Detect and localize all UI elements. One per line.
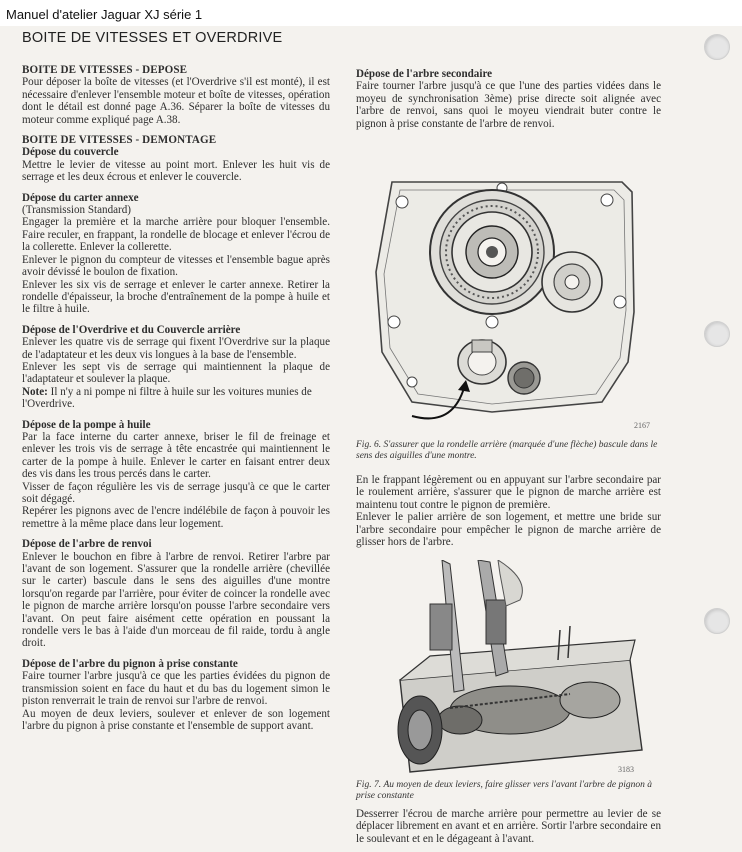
section-text: Desserrer l'écrou de marche arrière pour permettre au levier de se déplacer librement en avant et en arrière. Sortir l'arbre secondaire en le soulevant et en le dégageant à l'avant.: [356, 808, 661, 845]
figure-6-label: Fig. 6.: [356, 440, 382, 450]
punch-hole-bottom: [704, 608, 730, 634]
section-text: Mettre le levier de vitesse au point mort. Enlever les huit vis de serrage et les deux écrous et enlever le couvercle.: [22, 158, 330, 184]
header-bar: [0, 0, 742, 26]
section-text: (Transmission Standard) Engager la première et la marche arrière pour bloquer l'ensemble. Faire reculer, en frappant, la rondelle de blocage et enlever l'écrou de la collerette. Enlever la collerette. Enlever le pignon du compteur de vitesses et l'ensemble bague après avoir dévissé le boulon de fixation. Enlever les six vis de serrage et enlever le carter annexe. Retirer la rondelle d'épaisseur, la broche d'entraînement de la pompe à huile et le filtre à huile.: [22, 204, 330, 316]
section-text: Faire tourner l'arbre jusqu'à ce que les parties évidées du pignon de transmission soient en face du haut et du bas du logement simon le piston renverrait le train de renvoi sur l'arbre de renvoi. Au moyen de deux leviers, soulever et enlever de son logement l'arbre du pignon à prise constante et l'ensemble de support avant.: [22, 670, 330, 732]
figure-7-caption-text: Au moyen de deux leviers, faire glisser vers l'avant l'arbre de pignon à prise constante: [356, 780, 652, 801]
section-heading: BOITE DE VITESSES - DEMONTAGE: [22, 134, 217, 147]
note: [22, 386, 330, 411]
document-title: BOITE DE VITESSES ET OVERDRIVE: [22, 30, 283, 46]
subsection-heading: Dépose de l'arbre du pignon à prise constante: [22, 657, 238, 670]
section-oil-pump: [22, 419, 330, 531]
figure-6-caption-text: S'assurer que la rondelle arrière (marquée d'une flèche) bascule dans le sens des aiguilles d'une montre.: [356, 440, 658, 461]
punch-hole-top: [704, 34, 730, 60]
subsection-heading: Dépose de l'Overdrive et du Couvercle arrière: [22, 323, 241, 336]
subsection-heading: Dépose de l'arbre secondaire: [356, 68, 493, 80]
section-text: Enlever le bouchon en fibre à l'arbre de renvoi. Retirer l'arbre par l'avant de son logement. S'assurer que la rondelle arrière (chevillée sur le carter) bascule dans le sens des aiguilles d'une montre lorsqu'on regarde par l'arrière, pour éviter de coincer la rondelle avec le pignon de marche arrière lorsqu'on pousse l'arbre secondaire vers l'avant. On peut faire aisément cette opération en poussant la rondelle vers le bas à l'aide d'un morceau de fil raide, tordu à angle droit.: [22, 550, 330, 650]
section-text: Par la face interne du carter annexe, briser le fil de freinage et enlever les trois vis de serrage à tête encastrée qui maintiennent le carter de la pompe à huile. Enlever le carter en faisant entrer deux des vis dans les trous percés dans le carter. Visser de façon régulière les vis de serrage jusqu'à ce que le carter soit dégagé. Repérer les pignons avec de l'encre indélébile de façon à pouvoir les remettre à la même place dans leur logement.: [22, 430, 330, 530]
levers-drawing: [390, 560, 655, 776]
figure-7-caption: [356, 780, 658, 802]
right-section-tapping: [356, 474, 661, 548]
header-title: Manuel d'atelier Jaguar XJ série 1: [6, 7, 203, 22]
section-heading: BOITE DE VITESSES - DEPOSE: [22, 64, 188, 76]
gearbox-casing-drawing: [352, 152, 658, 434]
subsection-heading: Dépose de la pompe à huile: [22, 418, 151, 431]
subsection-heading: Dépose du couvercle: [22, 146, 119, 159]
punch-hole-middle: [704, 321, 730, 347]
right-section-reverse-nut: [356, 808, 661, 852]
section-text: Faire tourner l'arbre jusqu'à ce que l'une des parties vidées dans le moyeu de synchronisation 3ème) prise directe soit alignée avec l'arbre de renvoi, sans quoi le moyeu viendrait buter contre le pignon à prise constante de l'arbre de renvoi.: [356, 80, 661, 130]
figure-7-label: Fig. 7.: [356, 780, 382, 790]
subsection-heading: Dépose du carter annexe: [22, 191, 139, 204]
subsection-heading: Dépose de l'arbre de renvoi: [22, 538, 152, 551]
section-gearbox-disassembly: [22, 134, 330, 184]
left-column: [22, 64, 330, 852]
figure-6-illustration: [352, 152, 658, 434]
section-gearbox-removal: [22, 64, 330, 126]
section-text: En le frappant légèrement ou en appuyant sur l'arbre secondaire par le roulement arrière, s'assurer que le pignon de marche arrière est maintenu tout contre le pignon de première. Enlever le palier arrière de son logement, et mettre une bride sur l'arbre secondaire pour empêcher le pignon de marche arrière de glisser hors de l'arbre.: [356, 474, 661, 549]
figure-7-illustration: [390, 560, 655, 776]
section-extension-housing: [22, 192, 330, 316]
figure-6-caption: [356, 440, 658, 462]
section-overdrive-removal: [22, 324, 330, 411]
section-constant-pinion-shaft: [22, 658, 330, 732]
figure-6-reference: 2167: [634, 421, 650, 430]
note-text: Il n'y a ni pompe ni filtre à huile sur les voitures munies de l'Overdrive.: [22, 385, 312, 411]
section-countershaft: [22, 538, 330, 650]
section-text: Pour déposer la boîte de vitesses (et l'Overdrive s'il est monté), il est nécessaire d'enlever l'ensemble moteur et boîte de vitesses, opération dont le détail est donné page A.36. Séparer la boîte de vitesses du moteur comme expliqué page A.38.: [22, 76, 330, 126]
note-label: Note:: [22, 385, 48, 398]
right-section-mainshaft: [356, 68, 661, 130]
section-text: Enlever les quatre vis de serrage qui fixent l'Overdrive sur la plaque de l'adaptateur et les deux vis longues à la base de l'ensemble. Enlever les sept vis de serrage qui maintiennent la plaque de l'adaptateur et soulever la plaque.: [22, 336, 330, 386]
figure-7-reference: 3183: [618, 765, 634, 774]
